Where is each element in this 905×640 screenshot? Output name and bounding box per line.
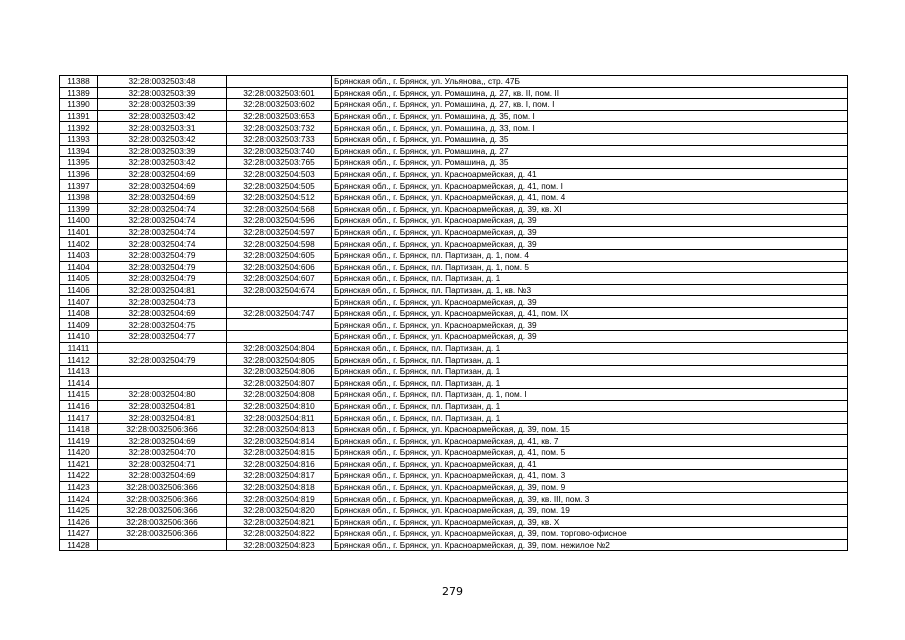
cadastral-number-cell: 32:28:0032504:821: [227, 516, 332, 528]
cadastral-number-cell: [227, 319, 332, 331]
parent-cadastral-number-cell: 32:28:0032504:81: [98, 412, 227, 424]
address-cell: Брянская обл., г. Брянск, ул. Красноармейская, д. 41, пом. I: [332, 180, 848, 192]
parent-cadastral-number-cell: 32:28:0032504:69: [98, 168, 227, 180]
row-number-cell: 11413: [60, 365, 98, 377]
cadastral-number-cell: [227, 331, 332, 343]
cadastral-number-cell: 32:28:0032504:804: [227, 342, 332, 354]
cadastral-number-cell: 32:28:0032503:602: [227, 99, 332, 111]
address-cell: Брянская обл., г. Брянск, ул. Красноармейская, д. 39: [332, 319, 848, 331]
row-number-cell: 11406: [60, 284, 98, 296]
cadastral-number-cell: 32:28:0032504:823: [227, 539, 332, 551]
parent-cadastral-number-cell: 32:28:0032503:42: [98, 157, 227, 169]
cadastral-number-cell: 32:28:0032504:807: [227, 377, 332, 389]
parent-cadastral-number-cell: 32:28:0032504:70: [98, 447, 227, 459]
row-number-cell: 11428: [60, 539, 98, 551]
table-row: [60, 504, 848, 516]
parent-cadastral-number-cell: 32:28:0032504:69: [98, 435, 227, 447]
cadastral-number-cell: 32:28:0032504:822: [227, 528, 332, 540]
cadastral-number-cell: 32:28:0032504:811: [227, 412, 332, 424]
address-cell: Брянская обл., г. Брянск, ул. Красноармейская, д. 39: [332, 296, 848, 308]
table-row: [60, 110, 848, 122]
parent-cadastral-number-cell: 32:28:0032504:74: [98, 226, 227, 238]
cadastral-number-cell: 32:28:0032503:601: [227, 87, 332, 99]
cadastral-number-cell: 32:28:0032504:503: [227, 168, 332, 180]
parent-cadastral-number-cell: 32:28:0032504:81: [98, 284, 227, 296]
row-number-cell: 11405: [60, 273, 98, 285]
address-cell: Брянская обл., г. Брянск, пл. Партизан, д. 1: [332, 412, 848, 424]
row-number-cell: 11419: [60, 435, 98, 447]
cadastral-number-cell: 32:28:0032504:597: [227, 226, 332, 238]
row-number-cell: 11409: [60, 319, 98, 331]
cadastral-number-cell: 32:28:0032504:806: [227, 365, 332, 377]
table-row: [60, 76, 848, 88]
cadastral-number-cell: 32:28:0032504:596: [227, 215, 332, 227]
table-row: [60, 122, 848, 134]
address-cell: Брянская обл., г. Брянск, ул. Красноармейская, д. 39: [332, 215, 848, 227]
parent-cadastral-number-cell: 32:28:0032504:74: [98, 203, 227, 215]
address-cell: Брянская обл., г. Брянск, ул. Красноармейская, д. 39, пом. 15: [332, 423, 848, 435]
parent-cadastral-number-cell: 32:28:0032503:39: [98, 145, 227, 157]
address-cell: Брянская обл., г. Брянск, ул. Красноармейская, д. 39: [332, 238, 848, 250]
cadastral-number-cell: [227, 296, 332, 308]
row-number-cell: 11424: [60, 493, 98, 505]
table-row: [60, 307, 848, 319]
table-row: [60, 331, 848, 343]
row-number-cell: 11425: [60, 504, 98, 516]
parent-cadastral-number-cell: 32:28:0032506:366: [98, 516, 227, 528]
cadastral-number-cell: 32:28:0032504:805: [227, 354, 332, 366]
cadastral-number-cell: 32:28:0032504:512: [227, 191, 332, 203]
address-cell: Брянская обл., г. Брянск, ул. Красноармейская, д. 39, пом. торгово-офисное: [332, 528, 848, 540]
table-row: [60, 87, 848, 99]
table-row: [60, 493, 848, 505]
address-cell: Брянская обл., г. Брянск, ул. Ромашина, д. 27, кв. II, пом. II: [332, 87, 848, 99]
parent-cadastral-number-cell: 32:28:0032504:79: [98, 354, 227, 366]
table-row: [60, 447, 848, 459]
cadastral-number-cell: 32:28:0032504:815: [227, 447, 332, 459]
table-row: [60, 481, 848, 493]
table-row: [60, 458, 848, 470]
row-number-cell: 11417: [60, 412, 98, 424]
parent-cadastral-number-cell: 32:28:0032504:77: [98, 331, 227, 343]
row-number-cell: 11404: [60, 261, 98, 273]
cadastral-number-cell: 32:28:0032504:598: [227, 238, 332, 250]
address-cell: Брянская обл., г. Брянск, ул. Красноармейская, д. 41, кв. 7: [332, 435, 848, 447]
row-number-cell: 11408: [60, 307, 98, 319]
cadastral-number-cell: 32:28:0032504:819: [227, 493, 332, 505]
table-row: [60, 226, 848, 238]
cadastral-number-cell: 32:28:0032504:747: [227, 307, 332, 319]
parent-cadastral-number-cell: 32:28:0032506:366: [98, 528, 227, 540]
address-cell: Брянская обл., г. Брянск, пл. Партизан, д. 1: [332, 365, 848, 377]
row-number-cell: 11426: [60, 516, 98, 528]
table-row: [60, 180, 848, 192]
address-cell: Брянская обл., г. Брянск, ул. Красноармейская, д. 39, кв. III, пом. 3: [332, 493, 848, 505]
row-number-cell: 11390: [60, 99, 98, 111]
cadastral-number-cell: 32:28:0032504:505: [227, 180, 332, 192]
row-number-cell: 11392: [60, 122, 98, 134]
address-cell: Брянская обл., г. Брянск, пл. Партизан, д. 1: [332, 273, 848, 285]
table-row: [60, 261, 848, 273]
row-number-cell: 11401: [60, 226, 98, 238]
row-number-cell: 11393: [60, 133, 98, 145]
address-cell: Брянская обл., г. Брянск, ул. Красноармейская, д. 39: [332, 331, 848, 343]
parent-cadastral-number-cell: 32:28:0032506:366: [98, 423, 227, 435]
cadastral-number-cell: 32:28:0032504:606: [227, 261, 332, 273]
table-row: [60, 99, 848, 111]
table-row: [60, 168, 848, 180]
address-cell: Брянская обл., г. Брянск, ул. Ромашина, д. 27: [332, 145, 848, 157]
row-number-cell: 11388: [60, 76, 98, 88]
cadastral-number-cell: 32:28:0032503:733: [227, 133, 332, 145]
row-number-cell: 11398: [60, 191, 98, 203]
cadastral-number-cell: 32:28:0032504:817: [227, 470, 332, 482]
cadastral-number-cell: 32:28:0032503:653: [227, 110, 332, 122]
parent-cadastral-number-cell: 32:28:0032504:79: [98, 273, 227, 285]
address-cell: Брянская обл., г. Брянск, пл. Партизан, д. 1: [332, 400, 848, 412]
row-number-cell: 11396: [60, 168, 98, 180]
parent-cadastral-number-cell: 32:28:0032503:39: [98, 99, 227, 111]
parent-cadastral-number-cell: 32:28:0032504:69: [98, 191, 227, 203]
table-row: [60, 365, 848, 377]
parent-cadastral-number-cell: 32:28:0032506:366: [98, 481, 227, 493]
cadastral-number-cell: 32:28:0032504:813: [227, 423, 332, 435]
row-number-cell: 11412: [60, 354, 98, 366]
table-row: [60, 354, 848, 366]
address-cell: Брянская обл., г. Брянск, ул. Красноармейская, д. 41: [332, 458, 848, 470]
row-number-cell: 11407: [60, 296, 98, 308]
table-row: [60, 528, 848, 540]
parent-cadastral-number-cell: 32:28:0032503:31: [98, 122, 227, 134]
address-cell: Брянская обл., г. Брянск, пл. Партизан, д. 1: [332, 377, 848, 389]
table-row: [60, 203, 848, 215]
cadastral-number-cell: 32:28:0032503:740: [227, 145, 332, 157]
row-number-cell: 11395: [60, 157, 98, 169]
parent-cadastral-number-cell: [98, 539, 227, 551]
parent-cadastral-number-cell: 32:28:0032504:73: [98, 296, 227, 308]
row-number-cell: 11389: [60, 87, 98, 99]
cadastral-number-cell: 32:28:0032504:814: [227, 435, 332, 447]
row-number-cell: 11399: [60, 203, 98, 215]
parent-cadastral-number-cell: 32:28:0032504:74: [98, 238, 227, 250]
table-row: [60, 145, 848, 157]
parent-cadastral-number-cell: 32:28:0032504:81: [98, 400, 227, 412]
row-number-cell: 11420: [60, 447, 98, 459]
address-cell: Брянская обл., г. Брянск, ул. Ромашина, д. 35: [332, 157, 848, 169]
address-cell: Брянская обл., г. Брянск, ул. Красноармейская, д. 41, пом. 3: [332, 470, 848, 482]
parent-cadastral-number-cell: 32:28:0032503:48: [98, 76, 227, 88]
cadastral-number-cell: 32:28:0032504:674: [227, 284, 332, 296]
address-cell: Брянская обл., г. Брянск, ул. Красноармейская, д. 41: [332, 168, 848, 180]
parent-cadastral-number-cell: 32:28:0032504:69: [98, 307, 227, 319]
parent-cadastral-number-cell: 32:28:0032503:39: [98, 87, 227, 99]
row-number-cell: 11421: [60, 458, 98, 470]
address-cell: Брянская обл., г. Брянск, ул. Ромашина, д. 35: [332, 133, 848, 145]
table-row: [60, 412, 848, 424]
address-cell: Брянская обл., г. Брянск, пл. Партизан, д. 1: [332, 342, 848, 354]
cadastral-number-cell: 32:28:0032504:568: [227, 203, 332, 215]
parent-cadastral-number-cell: 32:28:0032504:80: [98, 389, 227, 401]
row-number-cell: 11391: [60, 110, 98, 122]
address-cell: Брянская обл., г. Брянск, ул. Красноармейская, д. 41, пом. 5: [332, 447, 848, 459]
table-row: [60, 157, 848, 169]
address-cell: Брянская обл., г. Брянск, ул. Красноармейская, д. 39, пом. 19: [332, 504, 848, 516]
table-row: [60, 284, 848, 296]
row-number-cell: 11402: [60, 238, 98, 250]
table-row: [60, 273, 848, 285]
table-row: [60, 377, 848, 389]
table-row: [60, 319, 848, 331]
cadastral-number-cell: 32:28:0032504:605: [227, 249, 332, 261]
address-cell: Брянская обл., г. Брянск, ул. Ромашина, д. 33, пом. I: [332, 122, 848, 134]
cadastral-number-cell: 32:28:0032504:820: [227, 504, 332, 516]
address-cell: Брянская обл., г. Брянск, ул. Красноармейская, д. 41, пом. 4: [332, 191, 848, 203]
cadastral-number-cell: 32:28:0032504:810: [227, 400, 332, 412]
table-row: [60, 400, 848, 412]
cadastral-number-cell: 32:28:0032504:607: [227, 273, 332, 285]
registry-table: [59, 75, 848, 551]
page-number: 279: [442, 585, 463, 598]
row-number-cell: 11423: [60, 481, 98, 493]
table-row: [60, 423, 848, 435]
table-row: [60, 133, 848, 145]
address-cell: Брянская обл., г. Брянск, пл. Партизан, д. 1, кв. №3: [332, 284, 848, 296]
row-number-cell: 11403: [60, 249, 98, 261]
parent-cadastral-number-cell: 32:28:0032503:42: [98, 133, 227, 145]
cadastral-number-cell: 32:28:0032503:732: [227, 122, 332, 134]
row-number-cell: 11427: [60, 528, 98, 540]
row-number-cell: 11411: [60, 342, 98, 354]
row-number-cell: 11414: [60, 377, 98, 389]
parent-cadastral-number-cell: 32:28:0032504:69: [98, 470, 227, 482]
address-cell: Брянская обл., г. Брянск, ул. Красноармейская, д. 41, пом. IX: [332, 307, 848, 319]
parent-cadastral-number-cell: 32:28:0032504:79: [98, 261, 227, 273]
parent-cadastral-number-cell: 32:28:0032503:42: [98, 110, 227, 122]
row-number-cell: 11400: [60, 215, 98, 227]
parent-cadastral-number-cell: [98, 365, 227, 377]
table-row: [60, 539, 848, 551]
parent-cadastral-number-cell: 32:28:0032504:75: [98, 319, 227, 331]
cadastral-number-cell: [227, 76, 332, 88]
parent-cadastral-number-cell: 32:28:0032504:71: [98, 458, 227, 470]
cadastral-number-cell: 32:28:0032504:818: [227, 481, 332, 493]
table-row: [60, 435, 848, 447]
parent-cadastral-number-cell: 32:28:0032504:69: [98, 180, 227, 192]
table-row: [60, 342, 848, 354]
parent-cadastral-number-cell: 32:28:0032504:79: [98, 249, 227, 261]
address-cell: Брянская обл., г. Брянск, ул. Ульянова,, стр. 47Б: [332, 76, 848, 88]
table-row: [60, 389, 848, 401]
table-row: [60, 516, 848, 528]
table-row: [60, 470, 848, 482]
table-row: [60, 238, 848, 250]
address-cell: Брянская обл., г. Брянск, пл. Партизан, д. 1: [332, 354, 848, 366]
address-cell: Брянская обл., г. Брянск, ул. Красноармейская, д. 39: [332, 226, 848, 238]
address-cell: Брянская обл., г. Брянск, ул. Красноармейская, д. 39, кв. XI: [332, 203, 848, 215]
row-number-cell: 11410: [60, 331, 98, 343]
address-cell: Брянская обл., г. Брянск, ул. Ромашина, д. 35, пом. I: [332, 110, 848, 122]
row-number-cell: 11397: [60, 180, 98, 192]
table-row: [60, 249, 848, 261]
table-row: [60, 215, 848, 227]
parent-cadastral-number-cell: [98, 377, 227, 389]
address-cell: Брянская обл., г. Брянск, пл. Партизан, д. 1, пом. 5: [332, 261, 848, 273]
parent-cadastral-number-cell: 32:28:0032506:366: [98, 504, 227, 516]
registry-table-body: [60, 76, 848, 551]
address-cell: Брянская обл., г. Брянск, ул. Красноармейская, д. 39, пом. 9: [332, 481, 848, 493]
address-cell: Брянская обл., г. Брянск, ул. Красноармейская, д. 39, пом. нежилое №2: [332, 539, 848, 551]
row-number-cell: 11418: [60, 423, 98, 435]
cadastral-number-cell: 32:28:0032504:808: [227, 389, 332, 401]
row-number-cell: 11415: [60, 389, 98, 401]
parent-cadastral-number-cell: [98, 342, 227, 354]
cadastral-number-cell: 32:28:0032503:765: [227, 157, 332, 169]
row-number-cell: 11422: [60, 470, 98, 482]
address-cell: Брянская обл., г. Брянск, ул. Ромашина, д. 27, кв. I, пом. I: [332, 99, 848, 111]
parent-cadastral-number-cell: 32:28:0032504:74: [98, 215, 227, 227]
row-number-cell: 11394: [60, 145, 98, 157]
address-cell: Брянская обл., г. Брянск, пл. Партизан, д. 1, пом. I: [332, 389, 848, 401]
row-number-cell: 11416: [60, 400, 98, 412]
address-cell: Брянская обл., г. Брянск, пл. Партизан, д. 1, пом. 4: [332, 249, 848, 261]
cadastral-number-cell: 32:28:0032504:816: [227, 458, 332, 470]
parent-cadastral-number-cell: 32:28:0032506:366: [98, 493, 227, 505]
address-cell: Брянская обл., г. Брянск, ул. Красноармейская, д. 39, кв. X: [332, 516, 848, 528]
table-row: [60, 296, 848, 308]
table-row: [60, 191, 848, 203]
